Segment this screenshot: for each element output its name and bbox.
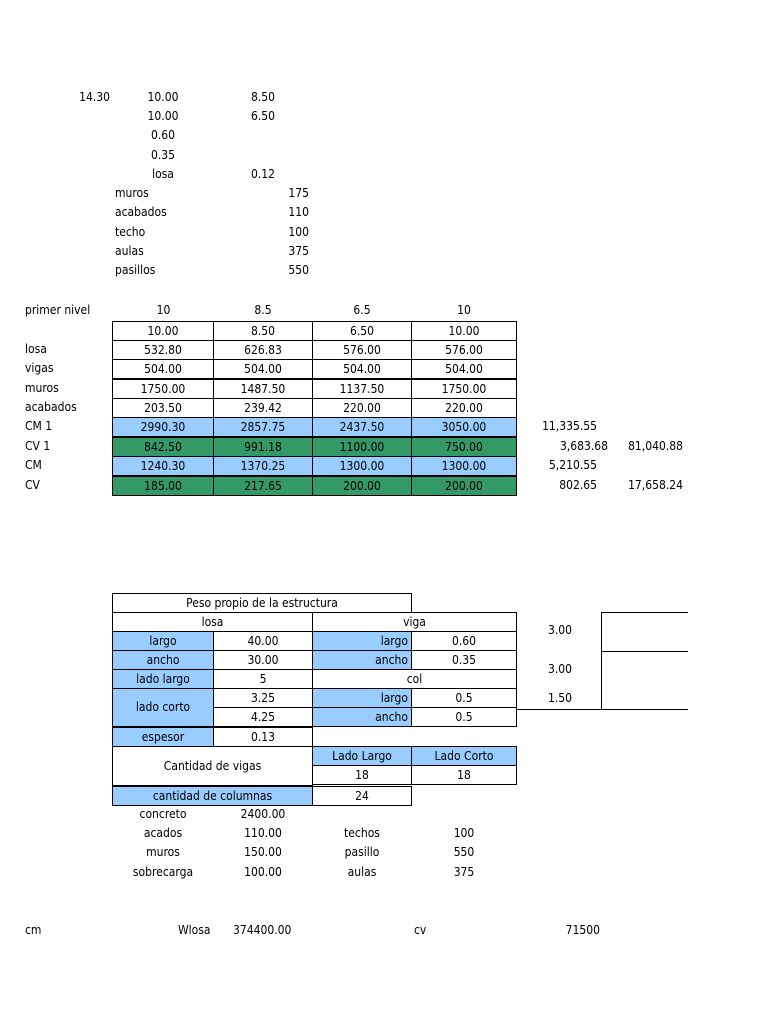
lado-corto-header: Lado Corto xyxy=(411,746,517,766)
col-largo-label: largo xyxy=(312,688,412,708)
column-header: 8.5 xyxy=(254,303,272,317)
losa-ancho-value: 30.00 xyxy=(213,650,313,670)
viga-header: viga xyxy=(312,612,517,632)
load-type-label: pasillo xyxy=(344,845,380,859)
table-cell: 1487.50 xyxy=(213,379,313,399)
load-label: techo xyxy=(115,225,146,239)
side-value: 3.00 xyxy=(548,623,573,637)
row-label: CV 1 xyxy=(25,439,51,453)
material-value: 2400.00 xyxy=(240,807,286,821)
material-label: acados xyxy=(143,826,183,840)
espesor-value: 0.13 xyxy=(213,727,313,747)
column-header: 6.5 xyxy=(353,303,371,317)
load-label: muros xyxy=(115,186,149,200)
sum-cv1-total: 81,040.88 xyxy=(628,439,683,453)
viga-ancho-value: 0.35 xyxy=(411,650,517,670)
table-cell: 203.50 xyxy=(112,398,214,418)
viga-largo-value: 0.60 xyxy=(411,631,517,651)
peso-title: Peso propio de la estructura xyxy=(112,593,412,613)
value-6-50: 6.50 xyxy=(250,109,276,123)
value-8-50: 8.50 xyxy=(250,90,276,104)
lado-corto-label: lado corto xyxy=(112,688,214,727)
cm-label: cm xyxy=(25,923,42,937)
losa-value: 0.12 xyxy=(250,167,276,181)
table-cell: 220.00 xyxy=(411,398,517,418)
load-label: pasillos xyxy=(115,263,156,277)
cantidad-vigas-label: Cantidad de vigas xyxy=(112,746,313,786)
table-cell-cv1: 842.50 xyxy=(112,437,214,457)
value-10a: 10.00 xyxy=(147,90,179,104)
col-ancho-label: ancho xyxy=(312,707,412,727)
load-value: 375 xyxy=(288,244,309,258)
sum-cm: 5,210.55 xyxy=(548,458,597,472)
table-cell: 576.00 xyxy=(312,340,412,360)
vigas-lado-corto: 18 xyxy=(411,765,517,785)
losa-label: losa xyxy=(152,167,174,181)
frame-line xyxy=(601,612,688,613)
load-label: aulas xyxy=(115,244,144,258)
load-label: acabados xyxy=(115,205,167,219)
wlosa-value: 374400.00 xyxy=(233,923,292,937)
row-label: losa xyxy=(25,342,47,356)
lado-largo-value: 5 xyxy=(213,669,313,689)
material-label: concreto xyxy=(139,807,187,821)
table-cell: 8.50 xyxy=(213,321,313,341)
table-cell: 504.00 xyxy=(112,359,214,379)
sum-cv1: 3,683.68 xyxy=(559,439,608,453)
table-cell-cm1: 2857.75 xyxy=(213,417,313,437)
table-cell-cm: 1370.25 xyxy=(213,456,313,476)
load-value: 175 xyxy=(288,186,309,200)
table-cell: 626.83 xyxy=(213,340,313,360)
row-label: CV xyxy=(25,478,40,492)
table-cell-cm1: 2437.50 xyxy=(312,417,412,437)
load-value: 100 xyxy=(288,225,309,239)
losa-largo-value: 40.00 xyxy=(213,631,313,651)
table-cell-cv: 200.00 xyxy=(411,476,517,496)
value-10b: 10.00 xyxy=(147,109,179,123)
table-cell-cm: 1300.00 xyxy=(312,456,412,476)
table-cell-cv: 200.00 xyxy=(312,476,412,496)
lado-corto-value-1: 3.25 xyxy=(213,688,313,708)
material-value: 110.00 xyxy=(244,826,282,840)
table-cell: 6.50 xyxy=(312,321,412,341)
lado-corto-value-2: 4.25 xyxy=(213,707,313,727)
frame-line xyxy=(517,709,688,710)
vigas-lado-largo: 18 xyxy=(312,765,412,785)
table-cell: 220.00 xyxy=(312,398,412,418)
sum-cv-total: 17,658.24 xyxy=(628,478,683,492)
load-value: 110 xyxy=(288,205,309,219)
side-value: 1.50 xyxy=(548,691,573,705)
table-cell-cm: 1240.30 xyxy=(112,456,214,476)
table-cell-cv1: 1100.00 xyxy=(312,437,412,457)
sum-cv: 802.65 xyxy=(559,478,597,492)
cv-label: cv xyxy=(414,923,427,937)
primer-nivel-label: primer nivel xyxy=(25,303,91,317)
material-label: sobrecarga xyxy=(132,865,194,879)
table-cell: 1750.00 xyxy=(411,379,517,399)
table-cell-cv1: 750.00 xyxy=(411,437,517,457)
table-cell-cm1: 3050.00 xyxy=(411,417,517,437)
material-label: muros xyxy=(146,845,180,859)
cv-value: 71500 xyxy=(565,923,600,937)
frame-line xyxy=(601,651,688,652)
table-cell-cm1: 2990.30 xyxy=(112,417,214,437)
table-cell: 532.80 xyxy=(112,340,214,360)
cantidad-columnas-label: cantidad de columnas xyxy=(112,786,313,806)
losa-header: losa xyxy=(112,612,313,632)
table-cell: 10.00 xyxy=(411,321,517,341)
load-type-label: techos xyxy=(344,826,380,840)
table-cell: 576.00 xyxy=(411,340,517,360)
wlosa-label: Wlosa xyxy=(178,923,211,937)
value-0-35: 0.35 xyxy=(150,148,176,162)
col-largo-value: 0.5 xyxy=(411,688,517,708)
table-cell-cv1: 991.18 xyxy=(213,437,313,457)
viga-largo-label: largo xyxy=(312,631,412,651)
table-cell: 504.00 xyxy=(312,359,412,379)
table-cell-cv: 185.00 xyxy=(112,476,214,496)
load-type-value: 550 xyxy=(453,845,475,859)
table-cell: 10.00 xyxy=(112,321,214,341)
row-label: acabados xyxy=(25,400,77,414)
lado-largo-label: lado largo xyxy=(112,669,214,689)
load-type-value: 100 xyxy=(453,826,475,840)
frame-line xyxy=(601,612,602,710)
row-label: vigas xyxy=(25,361,54,375)
material-value: 100.00 xyxy=(244,865,282,879)
column-header: 10 xyxy=(156,303,171,317)
material-value: 150.00 xyxy=(244,845,282,859)
table-cell: 239.42 xyxy=(213,398,313,418)
espesor-label: espesor xyxy=(112,727,214,747)
value-0-60: 0.60 xyxy=(150,128,176,142)
col-header: col xyxy=(312,669,517,689)
table-cell-cm: 1300.00 xyxy=(411,456,517,476)
load-type-label: aulas xyxy=(347,865,377,879)
col-ancho-value: 0.5 xyxy=(411,707,517,727)
row-label: CM xyxy=(25,458,42,472)
table-cell: 504.00 xyxy=(213,359,313,379)
row-label: CM 1 xyxy=(25,419,53,433)
side-value: 3.00 xyxy=(548,662,573,676)
value-14-30: 14.30 xyxy=(79,90,110,104)
cantidad-columnas-value: 24 xyxy=(312,786,412,806)
table-cell: 1750.00 xyxy=(112,379,214,399)
table-cell: 1137.50 xyxy=(312,379,412,399)
row-label: muros xyxy=(25,381,59,395)
sum-cm1: 11,335.55 xyxy=(542,419,597,433)
load-value: 550 xyxy=(288,263,309,277)
losa-largo-label: largo xyxy=(112,631,214,651)
lado-largo-header: Lado Largo xyxy=(312,746,412,766)
load-type-value: 375 xyxy=(453,865,475,879)
table-cell: 504.00 xyxy=(411,359,517,379)
viga-ancho-label: ancho xyxy=(312,650,412,670)
losa-ancho-label: ancho xyxy=(112,650,214,670)
table-cell-cv: 217.65 xyxy=(213,476,313,496)
column-header: 10 xyxy=(457,303,471,317)
